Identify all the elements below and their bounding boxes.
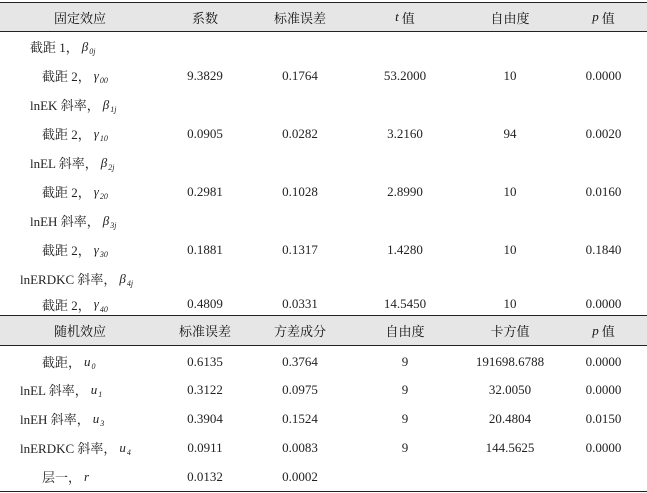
table-row <box>0 206 647 235</box>
df-cell <box>460 206 560 235</box>
header-random-effects: 随机效应 <box>53 325 106 340</box>
label-text: 截距 2， <box>42 69 91 84</box>
parameter-subscript: 0j <box>89 47 96 56</box>
header-df: 自由度 <box>490 11 530 27</box>
parameter-subscript: 0 <box>91 362 96 371</box>
table-row <box>0 61 647 90</box>
p-value-cell: 0.0000 <box>585 353 622 369</box>
df-cell: 10 <box>503 241 517 257</box>
random-effects-header <box>0 315 647 346</box>
df-cell: 10 <box>503 67 517 83</box>
variance-component-cell: 0.0975 <box>282 381 318 397</box>
parameter-subscript: 00 <box>99 76 108 85</box>
p-value-cell <box>560 462 647 491</box>
std-error-cell <box>250 90 350 119</box>
table-row <box>0 148 647 177</box>
t-value-cell <box>350 264 460 293</box>
parameter-symbol: β <box>102 212 110 228</box>
p-value-cell <box>560 264 647 293</box>
coefficient-cell: 9.3829 <box>187 67 223 83</box>
df-cell <box>460 148 560 177</box>
label-text: 截距 2， <box>42 185 91 200</box>
std-error-cell: 0.1028 <box>282 183 318 199</box>
label-text: 截距 2， <box>42 127 91 142</box>
parameter-symbol: r <box>84 468 90 484</box>
df-cell <box>460 32 560 61</box>
chi-square-cell: 144.5625 <box>485 439 535 455</box>
fixed-effects-header <box>0 2 647 32</box>
parameter-symbol: γ <box>93 296 99 311</box>
t-value-cell <box>350 90 460 119</box>
table-row <box>0 462 647 491</box>
t-value-cell: 3.2160 <box>387 125 423 141</box>
p-value-cell: 0.0000 <box>585 439 622 455</box>
row-label <box>0 375 180 404</box>
label-text: lnEK 斜率， <box>30 98 100 113</box>
std-error-cell: 0.0331 <box>282 296 318 311</box>
table-row <box>0 90 647 119</box>
t-value-cell: 53.2000 <box>383 67 427 83</box>
df-cell: 9 <box>401 410 409 426</box>
row-label <box>0 264 180 293</box>
label-text: 截距， <box>42 355 82 370</box>
p-value-cell: 0.0000 <box>585 381 622 397</box>
parameter-symbol: β <box>102 96 110 112</box>
parameter-subscript: 2j <box>108 163 115 172</box>
t-value-cell <box>350 32 460 61</box>
table-row <box>0 404 647 433</box>
label-text: lnERDKC 斜率， <box>20 441 117 456</box>
header-df: 自由度 <box>385 325 425 340</box>
df-cell: 10 <box>503 296 517 311</box>
parameter-symbol: γ <box>93 67 99 83</box>
header-variance-component: 方差成分 <box>273 325 326 340</box>
chi-square-cell: 20.4804 <box>488 410 532 426</box>
parameter-symbol: u <box>84 353 91 369</box>
coefficient-cell <box>160 148 250 177</box>
row-label <box>0 433 180 462</box>
p-value-cell <box>560 90 647 119</box>
parameter-symbol: u <box>90 381 98 397</box>
p-value-suffix: 值 <box>601 11 615 27</box>
header-chi-square: 卡方值 <box>490 325 530 340</box>
parameter-subscript: 1 <box>98 390 103 399</box>
p-value-cell: 0.0000 <box>585 67 622 83</box>
parameter-symbol: γ <box>93 183 99 199</box>
label-text: 截距 2， <box>42 243 91 258</box>
df-cell: 10 <box>503 183 517 199</box>
p-value-cell <box>560 148 647 177</box>
parameter-subscript: 20 <box>99 192 108 201</box>
label-text: lnEH 斜率， <box>20 412 90 427</box>
header-p-value <box>560 3 647 31</box>
table-row <box>0 119 647 148</box>
parameter-subscript: 3j <box>110 221 117 230</box>
parameter-subscript: 4 <box>126 448 131 457</box>
std-error-cell: 0.0282 <box>282 125 318 141</box>
std-error-cell: 0.3122 <box>187 381 223 397</box>
table-row <box>0 375 647 404</box>
coefficient-cell <box>160 32 250 61</box>
t-value-suffix: 值 <box>401 11 415 27</box>
df-cell: 9 <box>401 439 409 455</box>
label-text: 截距 2， <box>42 297 91 313</box>
header-p-value <box>560 316 647 345</box>
parameter-subscript: 30 <box>99 250 108 259</box>
p-value-cell <box>560 206 647 235</box>
coefficient-cell <box>160 90 250 119</box>
std-error-cell <box>250 206 350 235</box>
coefficient-cell: 0.4809 <box>187 296 223 311</box>
parameter-symbol: u <box>119 439 126 455</box>
label-text: lnEL 斜率， <box>20 383 88 398</box>
std-error-cell: 0.0132 <box>187 468 223 484</box>
parameter-subscript: 40 <box>99 304 108 314</box>
parameter-symbol: γ <box>93 125 99 141</box>
label-text: lnEL 斜率， <box>30 156 98 171</box>
row-label <box>0 404 180 433</box>
variance-component-cell: 0.3764 <box>282 353 318 369</box>
p-symbol: p <box>592 322 599 338</box>
label-text: 层一， <box>42 470 82 485</box>
t-value-cell <box>350 148 460 177</box>
p-value-suffix: 值 <box>601 325 615 340</box>
table-row <box>0 347 647 376</box>
parameter-symbol: u <box>92 410 100 426</box>
header-t-value <box>350 3 460 31</box>
df-cell: 9 <box>401 353 409 369</box>
t-value-cell: 2.8990 <box>387 183 423 199</box>
coefficient-cell: 0.2981 <box>187 183 223 199</box>
parameter-subscript: 1j <box>110 105 117 114</box>
std-error-cell: 0.0911 <box>187 439 223 455</box>
std-error-cell: 0.6135 <box>187 353 223 369</box>
header-fixed-effects: 固定效应 <box>53 11 106 27</box>
p-value-cell: 0.1840 <box>585 241 622 257</box>
p-symbol: p <box>592 9 599 24</box>
t-value-cell: 14.5450 <box>383 296 427 311</box>
std-error-cell: 0.1764 <box>282 67 318 83</box>
std-error-cell <box>250 148 350 177</box>
df-cell: 9 <box>401 381 409 397</box>
p-value-cell <box>560 32 647 61</box>
t-value-cell: 1.4280 <box>387 241 423 257</box>
p-value-cell: 0.0160 <box>585 183 622 199</box>
df-cell <box>460 90 560 119</box>
label-text: 截距 1， <box>30 40 79 55</box>
p-value-cell: 0.0020 <box>585 125 622 141</box>
table-row <box>0 235 647 264</box>
header-std-error: 标准误差 <box>178 325 231 340</box>
p-value-cell: 0.0150 <box>585 410 622 426</box>
parameter-symbol: β <box>119 270 126 286</box>
std-error-cell: 0.1317 <box>282 241 318 257</box>
table-bottom-rule <box>0 491 647 492</box>
coefficient-cell <box>160 264 250 293</box>
parameter-symbol: β <box>81 38 89 54</box>
coefficient-cell: 0.0905 <box>187 125 223 141</box>
variance-component-cell: 0.1524 <box>282 410 318 426</box>
table-row <box>0 293 647 315</box>
label-text: lnEH 斜率， <box>30 214 100 229</box>
df-cell <box>350 462 460 491</box>
p-value-cell: 0.0000 <box>585 296 622 311</box>
variance-component-cell: 0.0083 <box>282 439 318 455</box>
label-text: lnERDKC 斜率， <box>20 272 117 287</box>
df-cell: 94 <box>503 125 517 141</box>
parameter-symbol: γ <box>93 241 99 257</box>
header-std-error: 标准误差 <box>273 11 326 27</box>
coefficient-cell: 0.1881 <box>187 241 223 257</box>
table-row <box>0 177 647 206</box>
parameter-subscript: 10 <box>99 134 108 143</box>
t-value-cell <box>350 206 460 235</box>
coefficient-cell <box>160 206 250 235</box>
parameter-symbol: β <box>100 154 108 170</box>
parameter-subscript: 3 <box>100 419 105 428</box>
parameter-subscript: 4j <box>126 279 134 288</box>
std-error-cell <box>250 32 350 61</box>
chi-square-cell: 32.0050 <box>488 381 532 397</box>
table-row <box>0 32 647 61</box>
std-error-cell: 0.3904 <box>187 410 223 426</box>
chi-square-cell: 191698.6788 <box>475 353 545 369</box>
variance-component-cell: 0.0002 <box>282 468 318 484</box>
table-row <box>0 264 647 293</box>
chi-square-cell <box>460 462 560 491</box>
df-cell <box>460 264 560 293</box>
table-row <box>0 433 647 462</box>
t-symbol: t <box>395 9 399 24</box>
std-error-cell <box>250 264 350 293</box>
header-coefficient: 系数 <box>191 11 218 27</box>
